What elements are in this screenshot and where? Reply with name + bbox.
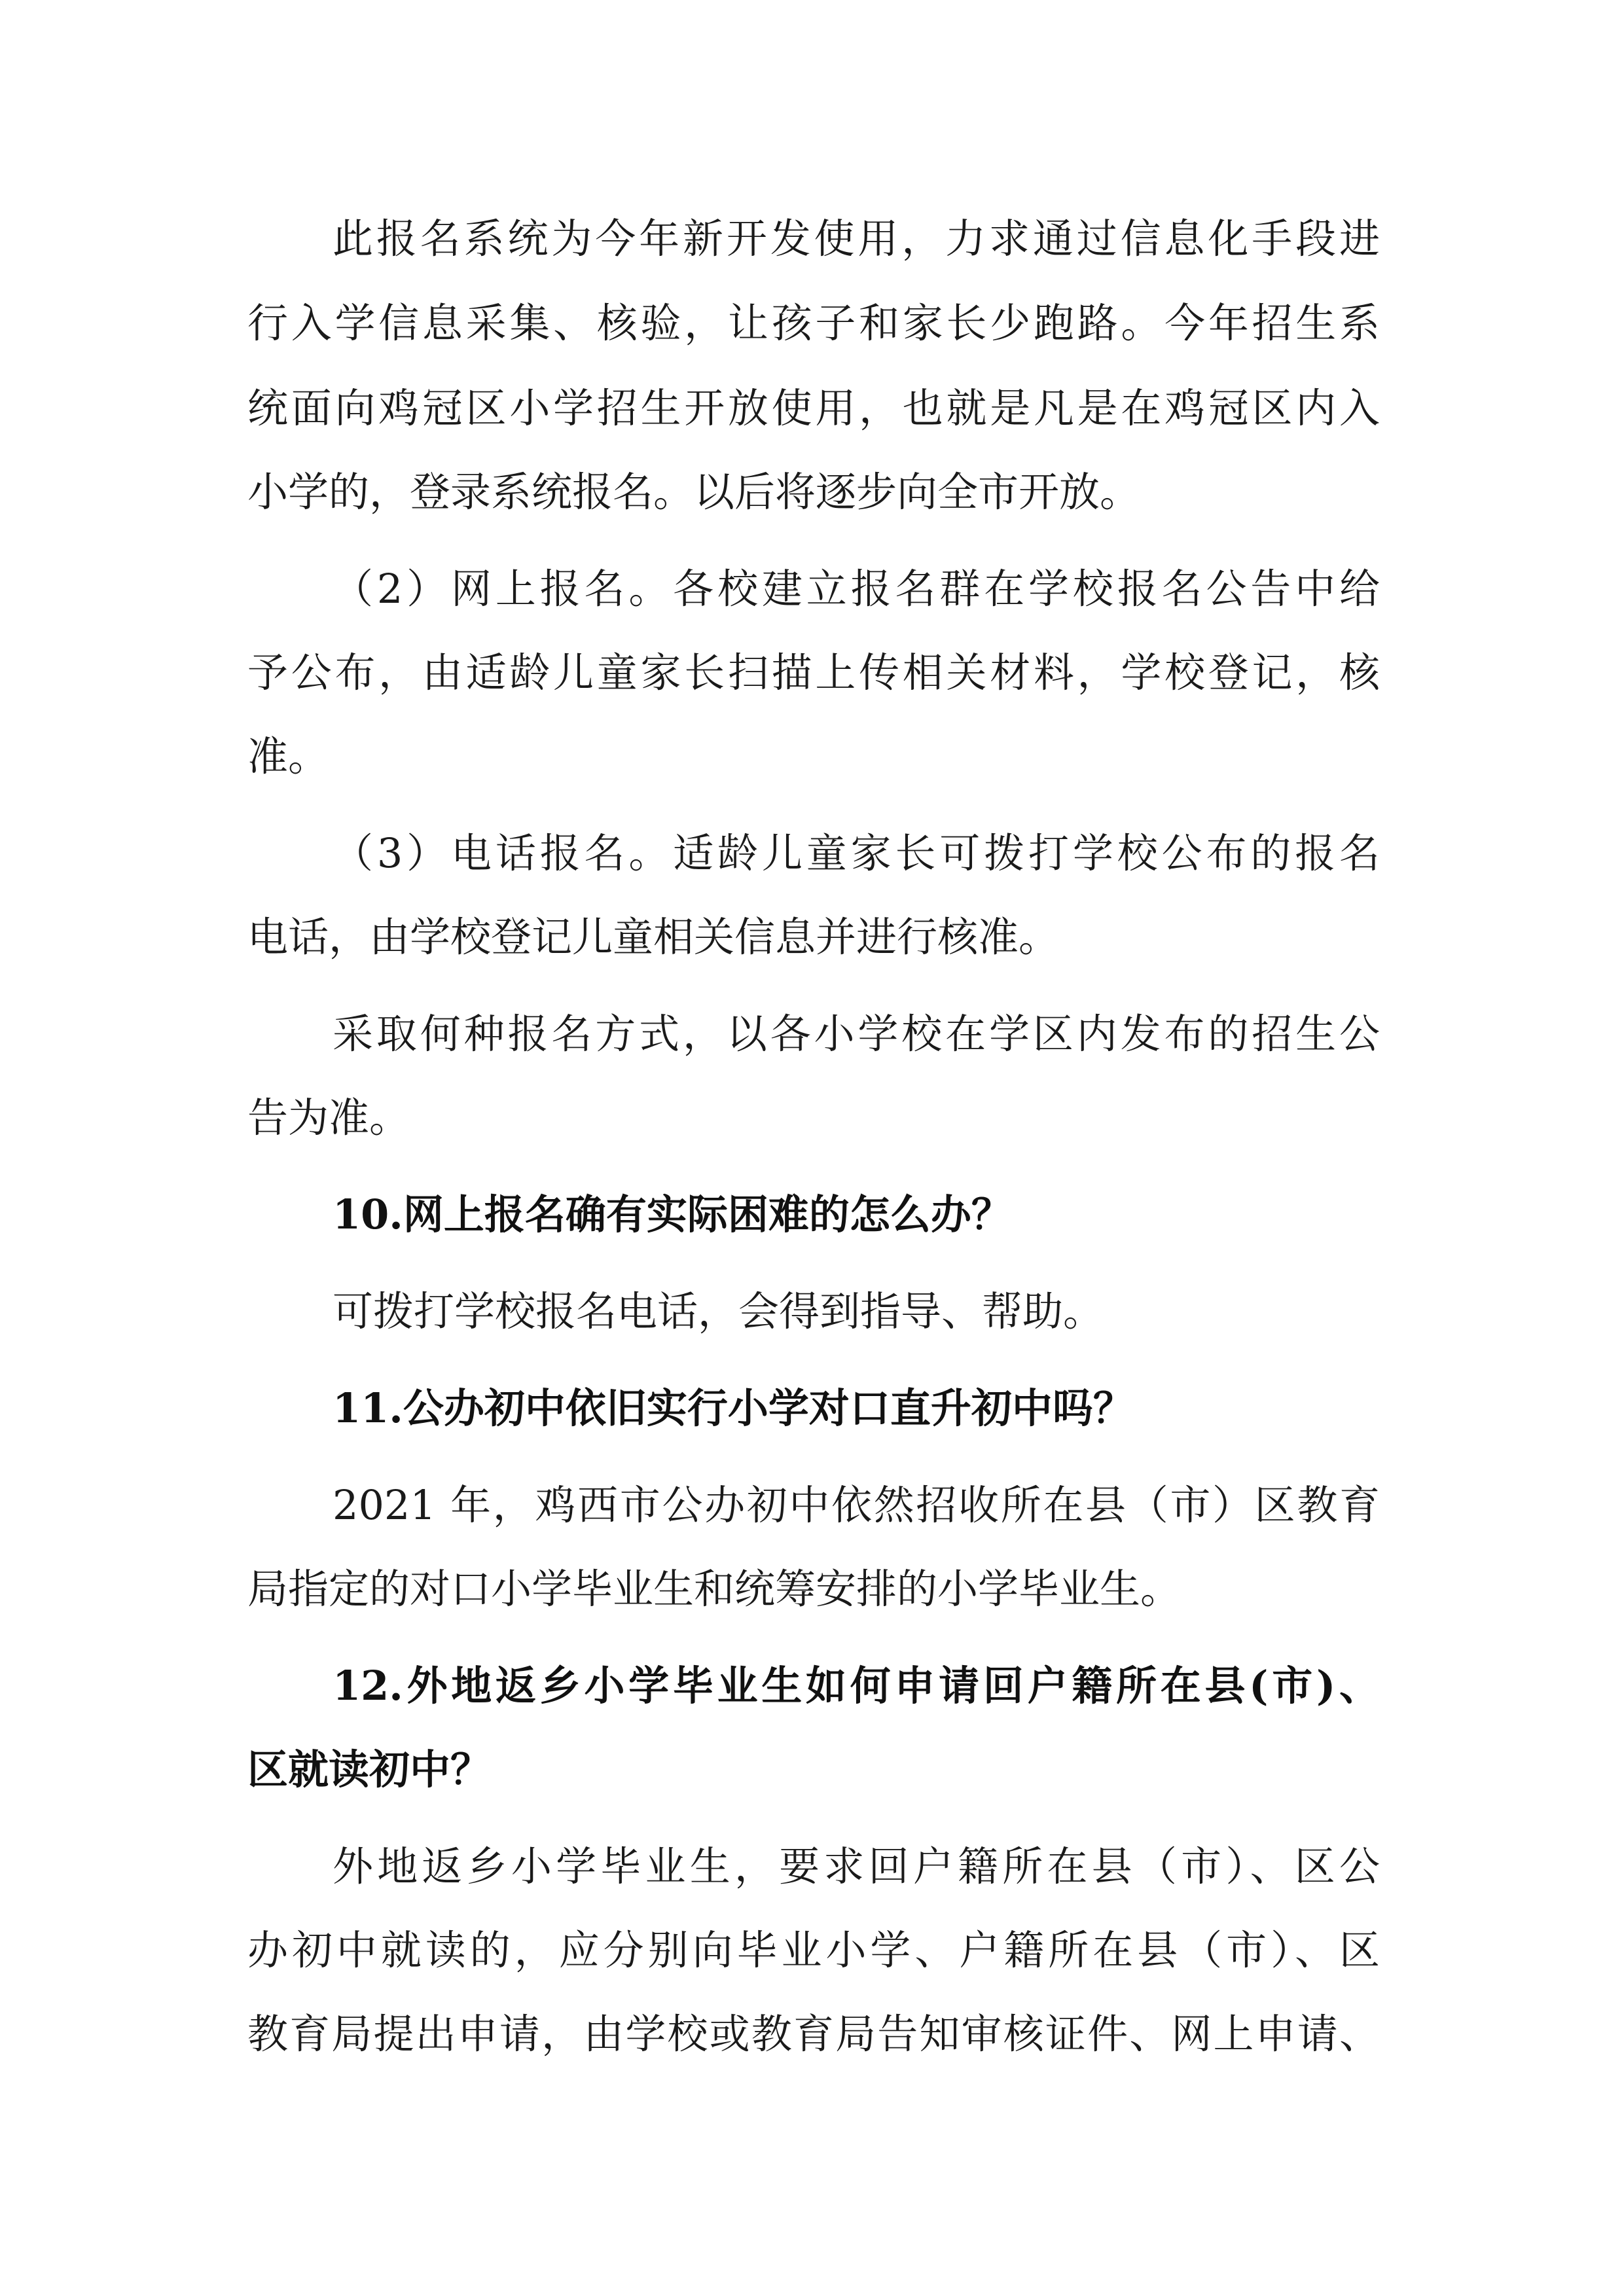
paragraph-line: （3）电话报名。适龄儿童家长可拨打学校公布的报名 xyxy=(333,829,1380,877)
question-heading: 12.外地返乡小学毕业生如何申请回户籍所在县(市)、 xyxy=(333,1662,1380,1710)
paragraph-line: 准。 xyxy=(247,732,329,780)
paragraph-line: 小学的，登录系统报名。以后将逐步向全市开放。 xyxy=(247,468,1141,516)
question-heading: 区就读初中？ xyxy=(247,1746,492,1793)
paragraph-line: 教育局提出申请，由学校或教育局告知审核证件、网上申请、 xyxy=(247,2010,1380,2058)
paragraph-line: （2）网上报名。各校建立报名群在学校报名公告中给 xyxy=(333,565,1380,613)
paragraph-line: 采取何种报名方式，以各小学校在学区内发布的招生公 xyxy=(333,1010,1380,1058)
paragraph-line: 局指定的对口小学毕业生和统筹安排的小学毕业生。 xyxy=(247,1565,1182,1613)
paragraph-line: 办初中就读的，应分别向毕业小学、户籍所在县（市）、区 xyxy=(247,1926,1380,1974)
paragraph-line: 统面向鸡冠区小学招生开放使用，也就是凡是在鸡冠区内入 xyxy=(247,384,1380,432)
paragraph-line: 外地返乡小学毕业生，要求回户籍所在县（市）、区公 xyxy=(333,1842,1380,1890)
paragraph-line: 行入学信息采集、核验，让孩子和家长少跑路。今年招生系 xyxy=(247,299,1380,347)
paragraph-line: 可拨打学校报名电话，会得到指导、帮助。 xyxy=(333,1287,1104,1335)
question-heading: 10.网上报名确有实际困难的怎么办？ xyxy=(333,1191,1012,1238)
question-heading: 11.公办初中依旧实行小学对口直升初中吗？ xyxy=(333,1384,1134,1432)
paragraph-line: 告为准。 xyxy=(247,1094,410,1141)
paragraph-line: 电话，由学校登记儿童相关信息并进行核准。 xyxy=(247,913,1060,961)
paragraph-line: 2021 年，鸡西市公办初中依然招收所在县（市）区教育 xyxy=(333,1481,1380,1529)
paragraph-line: 此报名系统为今年新开发使用，力求通过信息化手段进 xyxy=(333,215,1380,262)
paragraph-line: 予公布，由适龄儿童家长扫描上传相关材料，学校登记，核 xyxy=(247,649,1380,696)
